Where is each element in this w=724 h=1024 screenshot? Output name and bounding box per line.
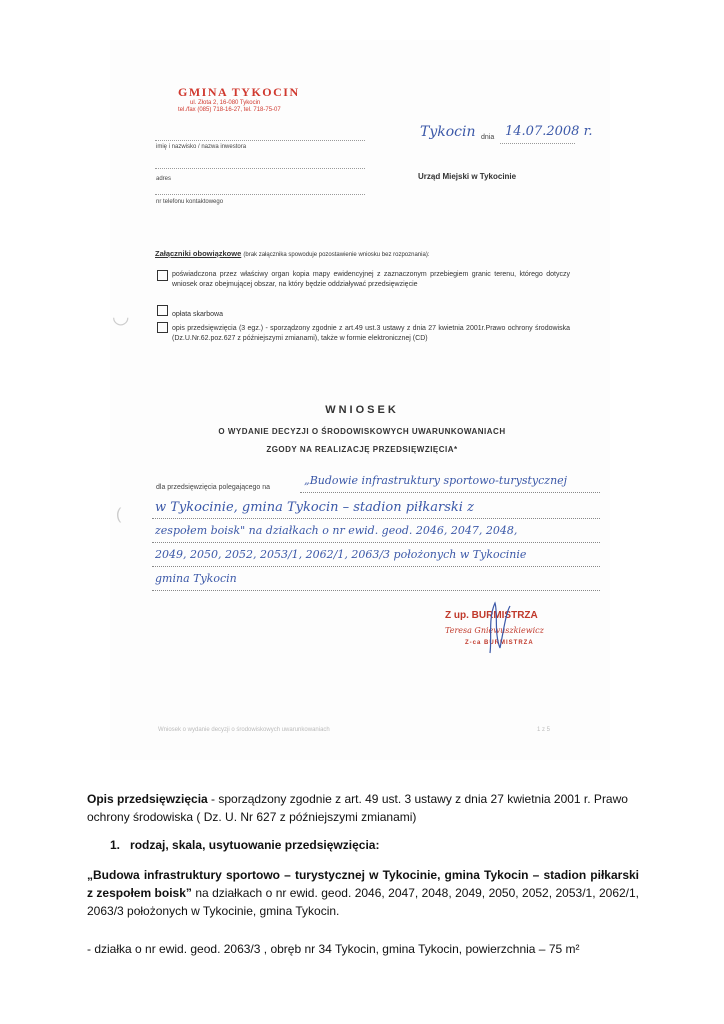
handwritten-line-5: gmina Tykocin (155, 572, 237, 585)
handwritten-line-3: zespołem boisk" na działkach o nr ewid. geod. 2046, 2047, 2048, (155, 524, 518, 537)
attachment-item-1: poświadczona przez właściwy organ kopia mapy ewidencyjnej z zaznaczonym przebiegiem granic terenu, którego dotyczy wniosek oraz obejmującej obszar, na który będzie oddziaływać przedsięwzięcie (172, 271, 570, 288)
stamp-role: Z-ca BURMISTRZA (465, 640, 534, 646)
description-item-heading (110, 836, 662, 854)
handwritten-city: Tykocin (420, 124, 476, 140)
application-subtitle-2: ZGODY NA REALIZACJĘ PRZEDSIĘWZIĘCIA* (266, 445, 458, 454)
handwritten-line-2: w Tykocinie, gmina Tykocin – stadion piłkarski z (155, 500, 474, 515)
handwritten-date: 14.07.2008 r. (505, 124, 593, 139)
attachment-checkbox-3 (157, 322, 168, 333)
handwritten-line-1: „Budowie infrastruktury sportowo-turystycznej (304, 474, 568, 487)
handwritten-signature (470, 598, 530, 658)
logo-title: GMINA TYKOCIN (178, 85, 300, 99)
project-details: na działkach o nr ewid. geod. 2046, 2047, 2048, 2049, 2050, 2052, 2053/1, 2062/1, 2063/3 położonych w Tykocinie, gmina Tykocin. (87, 886, 640, 918)
logo-phone: tel./fax (085) 718-16-27, tel. 718-75-07 (178, 107, 281, 113)
description-project (87, 866, 639, 920)
phone-label: nr telefonu kontaktowego (156, 199, 224, 205)
office-name: Urząd Miejski w Tykocinie (418, 172, 517, 181)
application-subtitle-1: O WYDANIE DECYZJI O ŚRODOWISKOWYCH UWARUNKOWANIACH (218, 427, 506, 436)
address-label: adres (156, 176, 172, 182)
margin-mark: ◡ (112, 306, 130, 328)
description-intro (87, 790, 639, 826)
application-title: WNIOSEK (325, 404, 399, 416)
purpose-label: dla przedsięwzięcia polegającego na (156, 484, 271, 491)
attachments-heading-title: Załączniki obowiązkowe (155, 249, 242, 258)
project-name: „Budowa infrastruktury sportowo – turystycznej w Tykocinie, gmina Tykocin – stadion piłkarski z zespołem boisk” (87, 868, 639, 900)
item-heading-text: rodzaj, skala, usytuowanie przedsięwzięcia: (130, 838, 380, 852)
logo-address: ul. Złota 2, 16-080 Tykocin (190, 100, 261, 106)
date-label: dnia (481, 134, 495, 141)
date-dotted-line (500, 143, 575, 144)
description-intro-text: - sporządzony zgodnie z art. 49 ust. 3 ustawy z dnia 27 kwietnia 2001 r. Prawo ochrony środowiska ( Dz. U. Nr 627 z późniejszymi zmianami) (87, 792, 628, 824)
phone-dotted-line (155, 194, 365, 195)
stamp-name: Teresa Gniewuszkiewicz (445, 626, 544, 635)
margin-mark: ( (116, 506, 122, 523)
handwritten-line-4: 2049, 2050, 2052, 2053/1, 2062/1, 2063/3 położonych w Tykocinie (155, 548, 527, 561)
item-number: 1. (110, 838, 121, 852)
attachments-heading (155, 249, 429, 258)
description-intro-bold: Opis przedsięwzięcia (87, 792, 208, 806)
address-dotted-line (155, 168, 365, 169)
investor-label: imię i nazwisko / nazwa inwestora (156, 144, 247, 150)
attachment-item-3: opis przedsięwzięcia (3 egz.) - sporządzony zgodnie z art.49 ust.3 ustawy z dnia 27 kwietnia 2001r.Prawo ochrony środowiska (Dz.U.Nr.62.poz.627 z późniejszymi zmianami), także w formie elektronicznej (CD) (172, 325, 570, 342)
scan-page-number: 1 z 5 (537, 727, 551, 733)
scan-footer: Wniosek o wydanie decyzji o środowiskowych uwarunkowaniach (158, 727, 330, 733)
attachments-note: (brak załącznika spowoduje pozostawienie wniosku bez rozpoznania): (243, 252, 430, 258)
attachment-checkbox-1 (157, 270, 168, 281)
stamp-title: Z up. BURMISTRZA (445, 610, 538, 621)
attachment-item-2: opłata skarbowa (172, 311, 223, 318)
plot-line: - działka o nr ewid. geod. 2063/3 , obręb nr 34 Tykocin, gmina Tykocin, powierzchnia – 75 m² (87, 942, 580, 956)
investor-dotted-line (155, 140, 365, 141)
attachment-checkbox-2 (157, 305, 168, 316)
